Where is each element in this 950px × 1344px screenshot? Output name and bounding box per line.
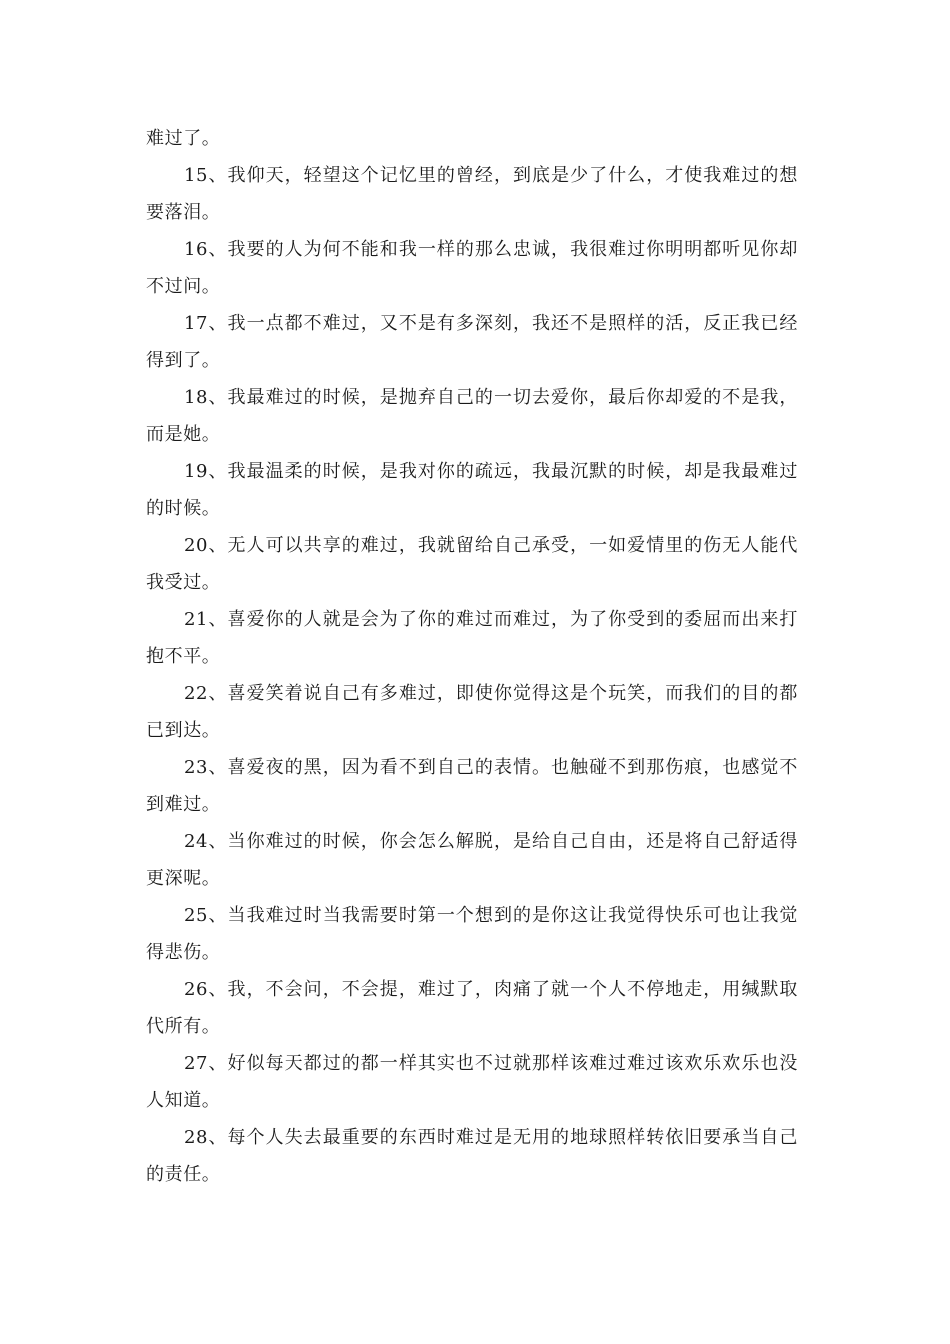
paragraph-25: 25、当我难过时当我需要时第一个想到的是你这让我觉得快乐可也让我觉得悲伤。 [146,905,798,963]
paragraph-23: 23、喜爱夜的黑，因为看不到自己的表情。也触碰不到那伤痕，也感觉不到难过。 [146,757,798,815]
paragraph-18: 18、我最难过的时候，是抛弃自己的一切去爱你，最后你却爱的不是我，而是她。 [146,387,798,445]
paragraph-24: 24、当你难过的时候，你会怎么解脱，是给自己自由，还是将自己舒适得更深呢。 [146,831,798,889]
document-page [146,120,798,1193]
paragraph-17: 17、我一点都不难过，又不是有多深刻，我还不是照样的活，反正我已经得到了。 [146,313,798,371]
paragraph-21: 21、喜爱你的人就是会为了你的难过而难过，为了你受到的委屈而出来打抱不平。 [146,609,798,667]
paragraph-20: 20、无人可以共享的难过，我就留给自己承受，一如爱情里的伤无人能代我受过。 [146,535,798,593]
paragraph-15: 15、我仰天，轻望这个记忆里的曾经，到底是少了什么，才使我难过的想要落泪。 [146,165,798,223]
paragraph-22: 22、喜爱笑着说自己有多难过，即使你觉得这是个玩笑，而我们的目的都已到达。 [146,683,798,741]
paragraph-27: 27、好似每天都过的都一样其实也不过就那样该难过难过该欢乐欢乐也没人知道。 [146,1053,798,1111]
paragraph-continuation: 难过了。 [146,128,221,149]
paragraph-16: 16、我要的人为何不能和我一样的那么忠诚，我很难过你明明都听见你却不过问。 [146,239,798,297]
paragraph-19: 19、我最温柔的时候，是我对你的疏远，我最沉默的时候，却是我最难过的时候。 [146,461,798,519]
paragraph-26: 26、我，不会问，不会提，难过了，肉痛了就一个人不停地走，用缄默取代所有。 [146,979,798,1037]
paragraph-28: 28、每个人失去最重要的东西时难过是无用的地球照样转依旧要承当自己的责任。 [146,1127,798,1185]
